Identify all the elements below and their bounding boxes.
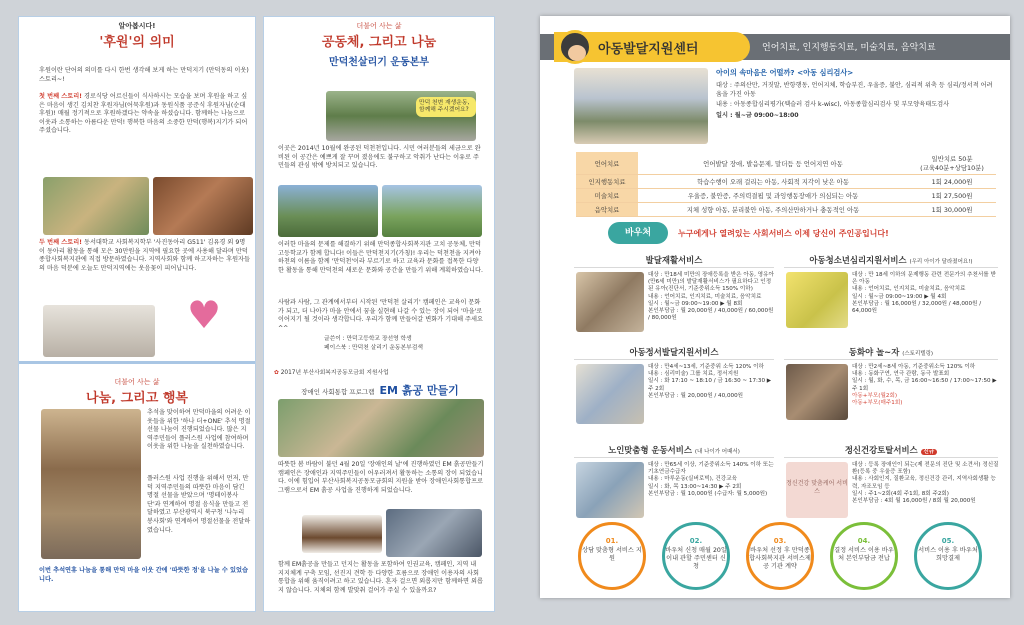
svc-item-extra: 아동+부모(매주1회) [852,400,903,407]
newsletter-page-3 [540,16,1010,598]
program-title-main: EM 흙공 만들기 [379,384,459,397]
svc-subtitle: (내 나이가 어때서) [694,449,740,455]
step-text: 바우처 신청 매월 20일 이내 관할 주민센터 신청 [665,547,727,570]
step-number: 01. [605,537,619,545]
svc-item: 본인부담금 : 월 20,000원 / 40,000원 / 60,000원 / 80,000원 [648,308,774,322]
section-subtitle: 만덕천살리기 운동본부 [328,57,430,68]
svc-items [852,272,1000,315]
exam-item: 일시 : 월~금 09:00~18:00 [716,111,799,119]
svc-divider [784,359,998,360]
svc-item: 본인부담금 : 4회 월 16,000원 / 8회 월 20,000원 [852,498,976,505]
step-text: 상담 맞춤형 서비스 지원 [582,547,642,562]
credits [324,335,484,352]
flower-icon: ✿ [274,370,279,376]
step-number: 04. [857,537,871,545]
svc-title [574,444,774,456]
table-cell: 지체 성향 아동, 분리불안 아동, 주의산만하거나 충동적인 아동 [638,203,908,217]
table-cell: 우울증, 불안증, 주의력결핍 및 과잉행동장애가 의심되는 아동 [638,189,908,203]
svc-photo [786,272,848,328]
community-body-3: 사람과 사람, 그 관계에서부터 시작된 '만덕천 살리기' 캠페인은 교육이 문화가 되고, 더 나아가 마을 안에서 꿈을 실현해 나갈 수 있는 장이 되어 '마을'로 이어지기 될 것이라 생각합니다. 우리가 함께 만들어갈 변화가 기대해 주세요 ^^ [278,299,483,332]
svc-item: 일시 : 화 17:10 ~ 18:10 / 금 16:30 ~ 17:30 ▶ 주 2회 [648,378,772,392]
story-1-head: 첫 번째 스토리! [39,93,82,100]
therapy-photo [574,68,708,144]
svc-item: 대상 : 등록 장애인이 되는(제 전문의 진단 및 소견서) 정신질환(등록 중 우울증 포함) [852,462,999,476]
exam-items [716,82,996,120]
section-title: 공동체, 그리고 나눔 [321,35,437,50]
exam-item: 대상 : 주의산만, 거짓말, 반항행동, 언어지체, 학습부진, 우울증, 불안, 심리적 위축 등 심리/정서적 어려움을 가진 아동 [716,82,993,98]
section-community [264,21,494,68]
process-step [662,522,730,590]
svc-item: 일시 : 주1~2회(4회 주1회, 8회 주2회) [852,490,949,497]
svc-title: 아동정서발달지원서비스 [629,347,719,357]
svc-item: 내용 : 동화구연, 연극 관람, 동극 발표회 [852,371,950,378]
svc-items [648,272,776,322]
newsletter-page-2 [263,16,495,612]
svc-item: 일시 : 월, 화, 수, 목, 금 16:00~16:50 / 17:00~17:50 ▶ 주 1회 [852,378,997,392]
svc-item: 내용 : 사회인지, 질환교육, 정신건강 관리, 지역사회생활 능력, 자조모임 등 [852,476,996,490]
svc-items [852,462,1000,505]
svc-title: 발달재활서비스 [645,255,703,265]
step-number: 03. [773,537,787,545]
svc-divider [784,267,998,268]
process-step [578,522,646,590]
svc-item: 대상 : 만18세 미만의 장애등록을 받은 아동, 영유아(만6세 미만)의 발달재활서비스가 필요하다고 인정된 유아(진단서, 기준중위소득 150% 이하) [648,272,774,293]
table-row [576,152,996,175]
svc-item: 내용 : 언어치료, 인지치료, 미술치료, 음악치료 [852,286,966,293]
story-2-text: 동서대학교 사회복지학부 '사진동아리 G511' 김유경 외 9명이 동아리 활동을 통해 모은 30만원을 지역에 필요한 곳에 사용해 달라며 만덕종합사회복지관에 직접 방문하였습니다. 지역사회와 함께 하고자하는 후원자들의 마음 덕분에 오늘도 만덕지역에는 웃음꽃이 피어납니다. [39,239,251,272]
center-services: 언어치료, 인지행동치료, 미술치료, 음악치료 [762,43,936,53]
table-cell: 언어발달 장애, 발음문제, 말더듬 등 언어지연 아동 [638,152,908,175]
table-cell: 인지행동치료 [576,175,638,189]
table-cell: 1회 30,000원 [908,203,996,217]
svc-title [784,346,998,358]
story-2 [39,239,251,273]
step-text: 서비스 이용 후 바우처 희망결제 [918,547,978,562]
svc-photo [786,364,848,420]
svc-title-text: 아동청소년심리지원서비스 [809,255,907,265]
svc-title-text: 정신건강토탈서비스 [844,445,918,455]
table-cell: 미술치료 [576,189,638,203]
credit-author: 글쓴이 : 만덕고등학교 장선영 학생 [324,336,412,342]
svc-title-text: 동화야 놀~자 [848,347,900,357]
community-body-2 [278,241,484,275]
club-donation-photo [43,305,155,357]
sharing-closing: 이번 추석연휴 나눔을 통해 만덕 마을 이웃 간에 '따뜻한 정'을 나눌 수 있었습니다. [39,567,248,583]
svc-item: 일시 : 화, 목 13:00~14:30 ▶ 주 2회 [648,483,742,490]
table-row [576,189,996,203]
svc-item: 본인부담금 : 월 10,000원 (수급자: 월 5,000원) [648,490,768,497]
svc-title [784,254,998,266]
table-cell: 1회 27,500원 [908,189,996,203]
svc-item: 대상 : 만2세~8세 아동, 기준중위소득 120% 이하 [852,364,976,370]
voucher-slogan: 누구에게나 열려있는 사회서비스 이제 당신이 주인공입니다! [678,229,889,238]
section-divider [19,361,255,364]
section-kicker: 더불어 사는 삶 [114,378,160,386]
sharing-body-2: 많은 지역주민들이 플러스원 사업에 참여하며 이웃을 위한 나눔을 실천하였습니다. [147,426,249,451]
em-soil-photo [278,399,484,457]
step-number: 02. [689,537,703,545]
story-2-head: 두 번째 스토리! [39,239,82,246]
section-title: '후원'의 의미 [99,35,175,50]
new-badge: 신규 [921,449,938,455]
program-body-2: 함께 EM흙공을 만들고 던지는 활동을 포함하여 인권교육, 캠페인, 지역 내 지지체계 구축 모임, 선진지 견학 등 다양한 흐름으로 장애인 이용자의 사회통합을 위해 움직이려고 하고 있습니다. 혼자 걸으면 외롭지만 함께하면 외롭지 않습니다. 지체의 함께 발맞춰 걸어가 주실 수 있을까요? [278,561,483,594]
newsletter-page-1 [18,16,256,612]
svc-subtitle: (우리 아이가 달라졌어요!) [909,259,973,265]
svc-item: 대상 : 만65세 이상, 기준중위소득 140% 이하 또는 기초연금수급자 [648,462,774,476]
price-note: (교육40분+상담10분) [920,164,984,172]
sharing-body [147,409,251,452]
table-cell: 학습수행이 오래 걸리는 아동, 사회적 지각이 낮은 아동 [638,175,908,189]
svc-divider [784,457,998,458]
svc-items [648,364,776,400]
chuseok-photo-collage [41,409,141,559]
svc-subtitle: (스토리텔링) [902,351,934,357]
svc-title-text: 노인맞춤형 운동서비스 [608,445,692,455]
mascot-icon [558,30,592,64]
svc-photo: 정신건강 맞춤케어 서비스 [786,462,848,518]
table-cell [908,152,996,175]
svc-items [648,462,776,498]
svc-photo [576,462,644,518]
svc-photo [576,364,644,424]
svc-item: 본인부담금 : 월 16,000원 / 32,000원 / 48,000원 / 64,000원 [852,300,982,315]
exam-item: 내용 : 아동종합심리평가(웩슬러 검사 k-wisc), 아동종합심리검사 및 부모양육태도검사 [716,101,950,109]
svc-item: 내용 : 심리미술) 그룹 치료, 정서지원 [648,371,739,378]
exam-title: 아이의 속마음은 어떨까? <아동 심리검사> [716,68,854,77]
svc-item: 일시 : 월~금 09:00~19:00 ▶ 월 4회 [852,293,947,300]
speech-bubble: 만덕 천변 재생운동, 함께해 주시겠어요? [416,97,476,117]
campaign-photo-1 [278,185,378,237]
svc-item: 대상 : 만 18세 이하의 문제행동 관련 전문가의 추천서를 받은 아동 [852,272,996,286]
voucher-badge: 바우처 [608,222,668,244]
table-row [576,175,996,189]
process-step [830,522,898,590]
group-activity-photo [386,509,482,557]
community-body-2-text: 이러한 마을의 문제를 해결하기 위해 만덕종합사회복지관 고치 공동체, 만덕고등학교가 함께 합니다! 이들은 만덕천지기(가칭)! 우리는 덕천천을 지켜야 하천의 이름을 함께 '만덕천'이라 부르기로 하고 교육과 문화를 접목한 다양한 활동을 통해 만덕천의 새로운 문화와 공간을 만들기 위해 계획하였습니다. [278,241,483,274]
svc-divider [574,267,774,268]
table-cell: 1회 24,000원 [908,175,996,189]
therapy-table [576,152,996,217]
svc-item-extra: 아동+부모(월2회) [852,392,898,399]
step-text: 바우처 선정 후 만덕종합사회복지관 서비스제공 기관 계약 [749,547,811,570]
step-number: 05. [941,537,955,545]
table-row [576,203,996,217]
program-tag-text: 2017년 부산사회복지공동모금회 지원사업 [280,370,389,376]
sponsor-intro: 후원이란 단어의 의미를 다시 한번 생각해 보게 하는 만덕지기 (만덕동의 이웃) 스토리~! [39,67,249,83]
svc-item: 본인부담금 : 월 20,000원 / 40,000원 [648,392,744,399]
process-step [914,522,982,590]
price-label: 일반치료 50분 [931,155,973,163]
program-tag [274,367,486,376]
process-step [746,522,814,590]
section-kicker: 더불어 사는 삶 [356,22,402,30]
svc-divider [574,359,774,360]
credit-facebook: 페이스북 : 만덕천 살리기 운동본부검색 [324,344,423,351]
section-kicker: 알아봅시다! [118,22,156,30]
table-cell: 언어치료 [576,152,638,175]
section-sponsor [19,21,255,50]
svc-items [852,364,1000,407]
table-cell: 음악치료 [576,203,638,217]
heart-icon: ♥ [187,293,222,337]
center-title: 아동발달지원센터 [598,42,699,57]
program-title [274,379,486,398]
campaign-photo-2 [382,185,482,237]
svc-item: 대상 : 만4세~13세, 기준중위 소득 120% 이하 [648,364,764,370]
sharing-body-3: 플러스원 사업 진행을 위해서 먼저, 만덕 지역주민들의 따뜻한 마음이 담긴 명절 선물을 받았으며 '명테이봉사단'과 연계하여 명절 음식을 만들고 전달하였고 부산광역시 북구청 '나누리 봉사회'와 연계하여 명절선물을 전달하였습니다. [147,475,251,534]
svc-item: 내용 : 마루운동(실버로빅), 건강교육 [648,476,738,483]
svc-title [784,444,998,456]
svc-item: 내용 : 언어치료, 인지치료, 미술치료, 음악치료 [648,293,762,300]
story-1-text: 경로식당 어르신들이 식사하시는 모습을 보며 후원을 하고 싶은 마음이 생긴 김치찬 후원자님(어묵후원)과 동원식품 공준식 후원자님(순대후원)! 매월 정기적으로 후원하겠다는 약속을 하셨습니다. 함께하는 나눔으로 이웃과 소통하는 아름다운 만덕! 행복한 마음의 소중한 만덕(행복)지기가 되어 주셨습니다. [39,93,248,135]
step-text: 결정 서비스 이용 바우처 본인부담금 전납 [834,547,894,562]
section-sharing [19,377,255,406]
food-donation-photo [43,177,149,235]
sausage-donation-photo [153,177,253,235]
soil-ball-photo [302,515,382,553]
program-body-1: 따뜻한 봄 바람이 불던 4월 20일 '장애인의 날'에 진행하였던 EM 흙공만들기 캠페인은 장애인과 지역주민들이 어우러져서 활동하는 소통의 장이 되었습니다. 이에 힘입어 부산사회복지공동모금회의 지원을 받아 장애인사회통합프로그램으로서 EM 흙공 사업을 진행하게 되었습니다. [278,461,484,494]
program-title-pre: 장애인 사회통합 프로그램 [301,388,375,396]
svc-item: 일시 : 월~금 09:00~19:00 ▶ 월 8회 [648,300,743,307]
sharing-body-1: 추석을 맞이하여 만덕마을의 어려운 이웃들을 위한 '하나 더+ONE' 추석 명절 선물 나눔이 진행되었습니다. [147,409,251,434]
section-title: 나눔, 그리고 행복 [86,391,188,406]
community-body-1: 이곳은 2014년 10월에 완공된 덕천천입니다. 시민 여러분들의 세금으로 완비된 이 공간은 예쁘게 잘 꾸며 졌음에도 불구하고 악취가 난다는 이유로 주민들의 관심 밖에 방치되고 있습니다. [278,145,481,170]
story-1 [39,93,251,136]
svc-photo [576,272,644,332]
svc-divider [574,457,774,458]
